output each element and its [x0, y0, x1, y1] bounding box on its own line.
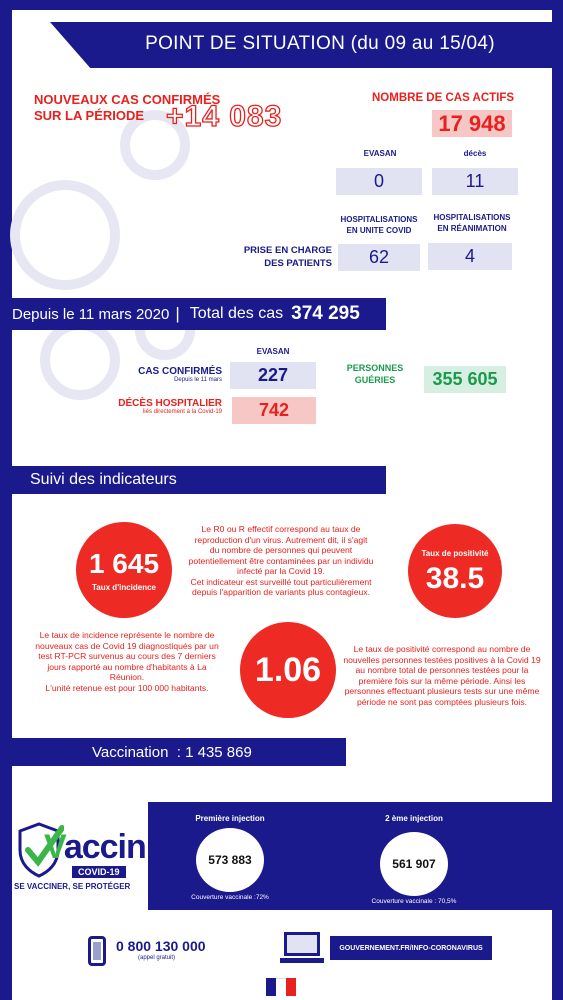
since-label: Depuis le 11 mars 2020: [12, 305, 170, 323]
gueris-value: 355 605: [424, 366, 506, 393]
indicators-banner: [0, 466, 386, 494]
confirmed-label: CAS CONFIRMÉS Depuis le 11 mars: [138, 366, 222, 383]
first-injection-coverage: Couverture vaccinale :72%: [191, 894, 269, 901]
info-url-link[interactable]: [330, 936, 492, 960]
new-cases-label: NOUVEAUX CAS CONFIRMÉS SUR LA PÉRIODE: [34, 92, 221, 123]
incidence-label: Taux d'incidence: [92, 582, 156, 592]
vaccin-slogan: SE VACCINER, SE PROTÉGER: [14, 882, 131, 891]
vaccin-logo: [14, 820, 146, 898]
info-url-text: GOUVERNEMENT.FR/INFO-CORONAVIRUS: [339, 944, 483, 952]
incidence-value: 1 645: [88, 547, 160, 579]
total-value: 374 295: [291, 303, 360, 324]
total-label: Total des cas: [189, 305, 284, 322]
positivity-circle: [408, 524, 502, 618]
deces-value: 11: [432, 168, 518, 195]
hosp-covid-value: 62: [338, 244, 420, 271]
second-injection-value: 561 907: [392, 857, 436, 871]
deces-hosp-label: DÉCÈS HOSPITALIER liés directement à la Covid-19: [118, 398, 222, 415]
active-cases-label: NOMBRE DE CAS ACTIFS: [372, 92, 515, 104]
indicators-title: Suivi des indicateurs: [30, 471, 177, 488]
positivity-description: Le taux de positivité correspond au nombre de nouvelles personnes testées positives à la Covid 19 au nombre total de personnes testées pour la première fois sur la même période. Ainsi les personnes effectuant plusieurs tests sur une même période ne sont pas comptées plusieurs fois.: [343, 644, 541, 707]
total-banner: [0, 298, 386, 330]
hosp-rea-label: HOSPITALISATIONS EN RÉANIMATION: [433, 213, 511, 233]
positivity-label: Taux de positivité: [421, 548, 489, 558]
vaccin-logo-word: Vaccin: [44, 828, 146, 866]
hosp-rea-value: 4: [428, 243, 512, 270]
deces-hosp-value: 742: [232, 397, 316, 424]
vaccination-banner: [0, 738, 346, 766]
page-title: POINT DE SITUATION (du 09 au 15/04): [145, 33, 495, 54]
phone-number: 0 800 130 000: [116, 938, 206, 954]
active-cases-value: 17 948: [432, 110, 512, 137]
vaccination-title: Vaccination : 1 435 869: [92, 743, 252, 761]
deces-label: décès: [463, 149, 487, 158]
confirmed-value: 227: [230, 362, 316, 389]
evasan-label: EVASAN: [363, 149, 397, 158]
hosp-covid-label: HOSPITALISATIONS EN UNITE COVID: [340, 215, 418, 235]
second-injection-circle: [380, 832, 448, 896]
frame-top: [0, 0, 563, 10]
first-injection-value: 573 883: [208, 853, 252, 867]
first-injection-label: Première injection: [195, 814, 265, 823]
new-cases-value: +14 083: [166, 100, 283, 133]
phone-icon: [88, 936, 106, 966]
incidence-circle: [76, 522, 172, 618]
second-injection-coverage: Couverture vaccinale : 70,5%: [371, 898, 457, 905]
prise-en-charge-label: PRISE EN CHARGE DES PATIENTS: [243, 245, 332, 269]
positivity-value: 38.5: [425, 561, 485, 595]
r-effectif-circle: [240, 622, 336, 718]
vaccin-logo-tag: COVID-19: [72, 866, 126, 878]
r0-description: Le R0 ou R effectif correspond au taux de reproduction d'un virus. Autrement dit, il s'agit du nombre de personnes qui peuvent potentiellement être contaminées par un individu infecté par la Covid 19. Cet indicateur est surveillé tout particulièrement depuis l'apparition de variants plus contagieux.: [188, 524, 374, 597]
republique-logo: [266, 974, 296, 996]
evasan-value: 0: [336, 168, 422, 195]
first-injection-circle: [196, 828, 264, 892]
separator: |: [175, 304, 180, 323]
gueris-label: PERSONNES GUÉRIES: [346, 363, 404, 385]
laptop-icon: [280, 932, 324, 966]
frame-right: [552, 0, 563, 1000]
phone-sub: (appel gratuit): [138, 955, 176, 961]
r-effectif-value: 1.06: [254, 650, 322, 689]
total-evasan-label: EVASAN: [256, 347, 290, 356]
frame-left: [0, 0, 12, 1000]
second-injection-label: 2 ème injection: [385, 814, 443, 823]
incidence-description: Le taux de incidence représente le nombre de nouveaux cas de Covid 19 diagnostiqués par un test RT-PCR survenus au cours des 7 derniers jours rapporté au nombre d'habitants à La Réunion. L'unité retenue est pour 100 000 habitants.: [35, 630, 219, 693]
